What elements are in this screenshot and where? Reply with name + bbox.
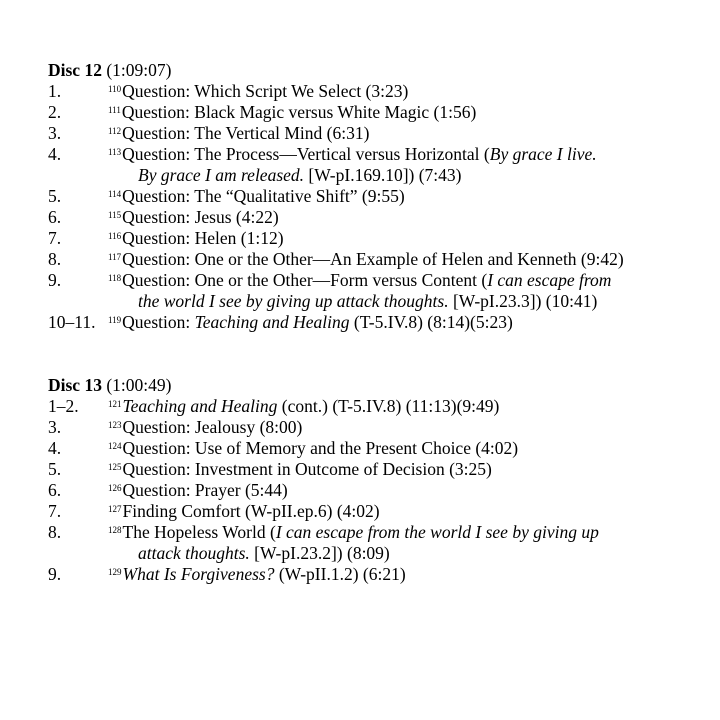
track-title — [108, 270, 708, 312]
text-segment: Question: The Process—Vertical versus Horizontal ( — [122, 144, 490, 164]
track-row — [48, 102, 708, 123]
track-number: 6. — [48, 207, 62, 227]
track-title — [108, 501, 708, 522]
track-title-continuation — [108, 291, 708, 312]
track-title — [108, 144, 708, 186]
text-segment: (W-pII.1.2) (6:21) — [274, 564, 406, 584]
track-index: 115 — [108, 210, 122, 220]
track-index: 112 — [108, 126, 122, 136]
track-index: 127 — [108, 504, 122, 514]
track-row — [48, 270, 708, 312]
track-number: 10–11. — [48, 312, 96, 332]
text-segment: (T-5.IV.8) (8:14)(5:23) — [349, 312, 513, 332]
track-title — [108, 459, 708, 480]
text-segment: Question: Which Script We Select (3:23) — [122, 81, 409, 101]
track-number: 7. — [48, 228, 62, 248]
track-number: 4. — [48, 144, 62, 164]
track-index: 114 — [108, 189, 122, 199]
track-number: 3. — [48, 417, 62, 437]
track-row — [48, 312, 708, 333]
italic-text: I can escape from — [487, 270, 612, 290]
italic-text: Teaching and Healing — [122, 396, 278, 416]
track-row — [48, 396, 708, 417]
track-number: 9. — [48, 270, 62, 290]
track-index: 128 — [108, 525, 122, 535]
track-title — [108, 438, 708, 459]
text-segment: The Hopeless World ( — [122, 522, 276, 542]
text-segment: [W-pI.23.3]) (10:41) — [448, 291, 598, 311]
italic-text: Teaching and Healing — [194, 312, 350, 332]
text-segment: [W-pI.23.2]) (8:09) — [249, 543, 390, 563]
track-listing — [48, 60, 708, 585]
text-segment: Question: Use of Memory and the Present Choice (4:02) — [122, 438, 519, 458]
track-index: 125 — [108, 462, 122, 472]
text-segment: Question: Prayer (5:44) — [122, 480, 288, 500]
track-title-continuation — [108, 543, 708, 564]
text-segment: Question: Jesus (4:22) — [122, 207, 279, 227]
italic-text: the world I see by giving up attack thoughts. — [138, 291, 449, 311]
track-number: 4. — [48, 438, 62, 458]
track-index: 123 — [108, 420, 122, 430]
text-segment: Question: One or the Other—Form versus Content ( — [122, 270, 488, 290]
track-index: 129 — [108, 567, 122, 577]
track-index: 126 — [108, 483, 122, 493]
text-segment: Question: One or the Other—An Example of Helen and Kenneth (9:42) — [122, 249, 624, 269]
track-index: 124 — [108, 441, 122, 451]
track-index: 111 — [108, 105, 121, 115]
track-index: 117 — [108, 252, 122, 262]
track-title — [108, 102, 708, 123]
text-segment: Question: — [122, 312, 195, 332]
track-title — [108, 228, 708, 249]
disc-section — [48, 60, 708, 333]
track-title — [108, 417, 708, 438]
track-row — [48, 501, 708, 522]
track-title — [108, 564, 708, 585]
text-segment: Question: The “Qualitative Shift” (9:55) — [122, 186, 405, 206]
track-title — [108, 396, 708, 417]
track-row — [48, 480, 708, 501]
track-number: 9. — [48, 564, 62, 584]
text-segment: Question: Jealousy (8:00) — [122, 417, 303, 437]
text-segment: Question: Black Magic versus White Magic (1:56) — [121, 102, 477, 122]
track-number: 3. — [48, 123, 62, 143]
track-title — [108, 123, 708, 144]
text-segment: Question: Investment in Outcome of Decision (3:25) — [122, 459, 492, 479]
track-number: 1. — [48, 81, 62, 101]
italic-text: attack thoughts. — [138, 543, 250, 563]
track-number: 8. — [48, 522, 62, 542]
track-index: 121 — [108, 399, 122, 409]
track-title — [108, 81, 708, 102]
track-number: 7. — [48, 501, 62, 521]
track-title — [108, 207, 708, 228]
track-title — [108, 186, 708, 207]
track-row — [48, 438, 708, 459]
text-segment: Question: The Vertical Mind (6:31) — [122, 123, 370, 143]
track-title — [108, 312, 708, 333]
disc-duration: (1:09:07) — [106, 60, 172, 80]
track-row — [48, 207, 708, 228]
italic-text: I can escape from the world I see by giving up — [275, 522, 599, 542]
track-index: 110 — [108, 84, 122, 94]
disc-header — [48, 375, 708, 396]
disc-duration: (1:00:49) — [106, 375, 172, 395]
track-row — [48, 81, 708, 102]
track-row — [48, 249, 708, 270]
track-row — [48, 459, 708, 480]
track-row — [48, 522, 708, 564]
italic-text: By grace I live. — [489, 144, 597, 164]
track-index: 116 — [108, 231, 122, 241]
italic-text: What Is Forgiveness? — [122, 564, 275, 584]
track-number: 2. — [48, 102, 62, 122]
track-number: 5. — [48, 459, 62, 479]
track-row — [48, 144, 708, 186]
track-row — [48, 228, 708, 249]
track-index: 113 — [108, 147, 122, 157]
track-number: 8. — [48, 249, 62, 269]
disc-title: Disc 12 — [48, 60, 102, 80]
track-title — [108, 522, 708, 564]
text-segment: Question: Helen (1:12) — [122, 228, 284, 248]
track-row — [48, 564, 708, 585]
italic-text: By grace I am released. — [138, 165, 305, 185]
text-segment: Finding Comfort (W-pII.ep.6) (4:02) — [122, 501, 380, 521]
track-row — [48, 417, 708, 438]
track-title — [108, 249, 708, 270]
track-number: 5. — [48, 186, 62, 206]
track-number: 6. — [48, 480, 62, 500]
track-row — [48, 186, 708, 207]
disc-section — [48, 375, 708, 585]
disc-title: Disc 13 — [48, 375, 102, 395]
track-title — [108, 480, 708, 501]
track-index: 119 — [108, 315, 122, 325]
track-title-continuation — [108, 165, 708, 186]
disc-header — [48, 60, 708, 81]
track-row — [48, 123, 708, 144]
text-segment: (cont.) (T-5.IV.8) (11:13)(9:49) — [277, 396, 500, 416]
track-index: 118 — [108, 273, 122, 283]
track-number: 1–2. — [48, 396, 79, 416]
text-segment: [W-pI.169.10]) (7:43) — [304, 165, 462, 185]
